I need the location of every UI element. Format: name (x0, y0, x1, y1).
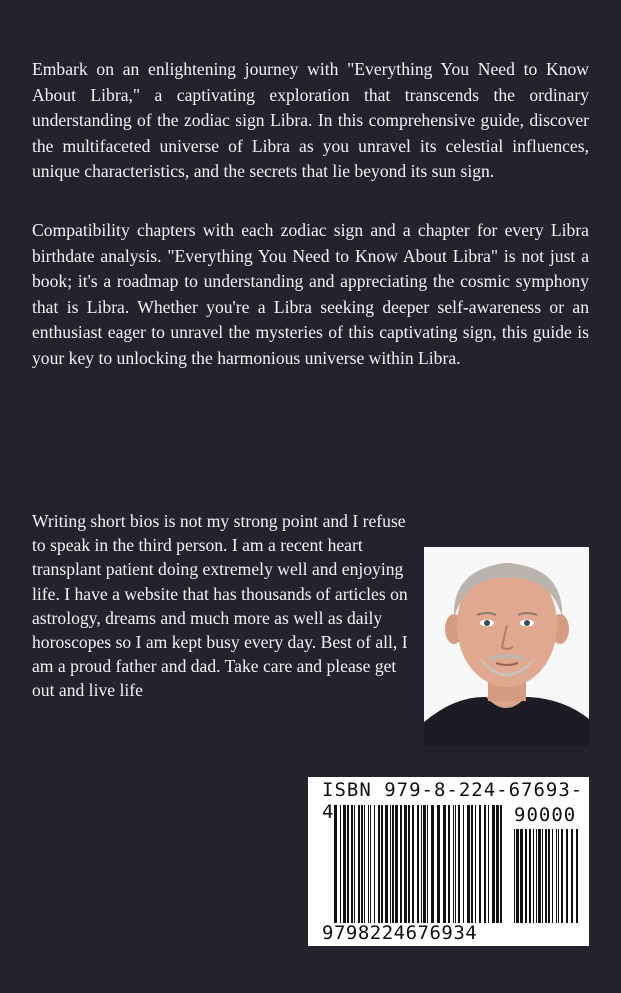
author-bio: Writing short bios is not my strong point and I refuse to speak in the third person. I am a recent heart transplant patient doing extremely well and enjoying life. I have a website that has thousands of articles on astrology, dreams and much more as well as daily horoscopes so I am kept busy every day. Best of all, I am a proud father and dad. Take care and please get out and live life (32, 511, 408, 701)
price-code: 90000 (514, 804, 577, 826)
barcode-bar (374, 805, 375, 923)
barcode-bar (458, 805, 460, 923)
barcode-bar (475, 805, 476, 923)
barcode-bar (334, 805, 337, 923)
barcode-bar (340, 805, 341, 923)
barcode-bar (354, 805, 355, 923)
barcode-bar (364, 805, 365, 923)
barcode-bar (516, 829, 519, 923)
barcode-bar (421, 805, 422, 923)
barcode-bar (343, 805, 346, 923)
main-barcode-bars (334, 805, 502, 923)
barcode-bar (378, 805, 380, 923)
barcode-bar (479, 805, 481, 923)
barcode-bar (395, 805, 398, 923)
barcode-bar (400, 805, 402, 923)
barcode-bar (520, 829, 523, 923)
barcode-bar (404, 805, 407, 923)
barcode-bar (463, 805, 464, 923)
barcode-bar (368, 805, 369, 923)
barcode-bar (529, 829, 531, 923)
barcode-bar (467, 805, 470, 923)
barcode-bar (492, 805, 495, 923)
barcode-bar (488, 805, 489, 923)
barcode-bar (538, 829, 541, 923)
barcode-bar (496, 805, 499, 923)
barcode-bar (427, 805, 428, 923)
blurb-paragraph-1: Embark on an enlightening journey with "Everything You Need to Know About Libra," a captivating exploration that transcends the ordinary understanding of the zodiac sign Libra. In this comprehensive guide, discover the multifaceted universe of Libra as you unravel its celestial influences, unique characteristics, and the secrets that lie beyond its sun sign. (32, 59, 589, 181)
barcode-bar (417, 805, 419, 923)
barcode-bar (443, 805, 446, 923)
barcode-bar (358, 805, 360, 923)
barcode-bar (351, 805, 353, 923)
barcode-bar (347, 805, 349, 923)
barcode-bar (455, 805, 456, 923)
ean-digits: 9798224676934 (322, 922, 478, 944)
barcode-bar (558, 829, 559, 923)
barcode-bar (471, 805, 473, 923)
barcode-bar (571, 829, 573, 923)
barcode-bar (437, 805, 440, 923)
barcode-bar (542, 829, 543, 923)
barcode-bar (370, 805, 371, 923)
barcode-bar (453, 805, 454, 923)
blurb-paragraph-2: Compatibility chapters with each zodiac sign and a chapter for every Libra birthdate analysis. "Everything You Need to Know About Libra" is not just a book; it's a roadmap to understanding and appreciating the cosmic symphony that is Libra. Whether you're a Libra seeking deeper self-awareness or an enthusiast eager to unravel the mysteries of this captivating sign, this guide is your key to unlocking the harmonious universe within Libra. (32, 220, 589, 368)
isbn-barcode (308, 777, 589, 946)
barcode-bar (381, 805, 383, 923)
barcode-bar (385, 805, 388, 923)
barcode-bar (412, 805, 414, 923)
barcode-bar (566, 829, 568, 923)
barcode-bar (576, 829, 578, 923)
barcode-bar (545, 829, 547, 923)
barcode-bar (556, 829, 557, 923)
author-photo (424, 547, 589, 746)
addon-barcode-bars (514, 829, 578, 923)
barcode-bar (361, 805, 363, 923)
isbn-label: ISBN 979-8-224-67693-4 (322, 779, 584, 823)
barcode-bar (423, 805, 426, 923)
barcode-bar (548, 829, 550, 923)
barcode-bar (561, 829, 563, 923)
barcode-bar (525, 829, 527, 923)
barcode-bar (448, 805, 450, 923)
barcode-bar (552, 829, 553, 923)
barcode-bar (431, 805, 434, 923)
barcode-bar (390, 805, 391, 923)
barcode-bar (484, 805, 486, 923)
author-portrait-image (424, 547, 589, 746)
barcode-bar (533, 829, 534, 923)
barcode-bar (500, 805, 502, 923)
barcode-bar (536, 829, 537, 923)
barcode-bar (514, 829, 515, 923)
barcode-bar (392, 805, 394, 923)
barcode-bar (408, 805, 410, 923)
